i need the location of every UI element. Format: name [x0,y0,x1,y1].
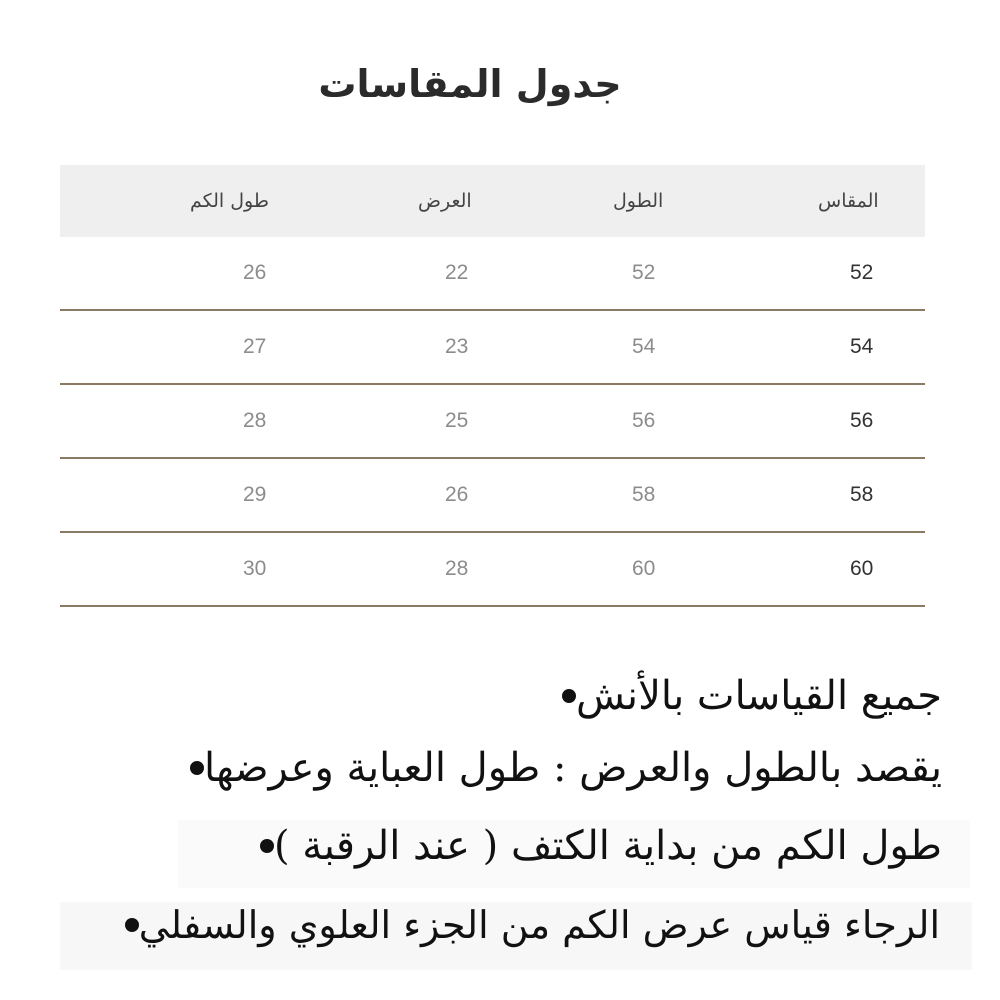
cell-length: 58 [632,483,656,506]
table-row [60,237,925,311]
header-sleeve-length: طول الكم [190,190,269,212]
note-text: جميع القياسات بالأنش [575,673,942,719]
cell-width: 25 [445,409,469,432]
cell-size: 56 [850,409,874,432]
note-text: الرجاء قياس عرض الكم من الجزء العلوي والسفلي [138,903,940,947]
size-table [60,165,925,607]
cell-size: 52 [850,261,874,284]
note-text: طول الكم من بداية الكتف ( عند الرقبة ) [273,823,942,869]
bullet-icon [562,689,576,703]
table-header-row [60,165,925,237]
cell-width: 26 [445,483,469,506]
page-title: جدول المقاسات [318,62,622,106]
header-width: العرض [418,190,472,212]
cell-length: 54 [632,335,656,358]
table-row [60,459,925,533]
list-item [109,903,940,947]
cell-sleeve: 27 [243,335,267,358]
table-row [60,533,925,607]
list-item [174,745,942,791]
cell-length: 56 [632,409,656,432]
cell-sleeve: 28 [243,409,267,432]
header-length: الطول [613,190,664,212]
cell-width: 23 [445,335,469,358]
bullet-icon [125,918,139,932]
bullet-icon [190,761,204,775]
list-item [546,673,942,719]
list-item [244,823,942,869]
bullet-icon [260,839,274,853]
cell-sleeve: 29 [243,483,267,506]
table-row [60,385,925,459]
cell-sleeve: 30 [243,557,267,580]
header-size: المقاس [818,190,879,212]
cell-size: 60 [850,557,874,580]
cell-width: 22 [445,261,469,284]
cell-length: 52 [632,261,656,284]
note-text: يقصد بالطول والعرض : طول العباية وعرضها [203,745,942,791]
cell-sleeve: 26 [243,261,267,284]
cell-length: 60 [632,557,656,580]
cell-width: 28 [445,557,469,580]
cell-size: 58 [850,483,874,506]
table-row [60,311,925,385]
cell-size: 54 [850,335,874,358]
